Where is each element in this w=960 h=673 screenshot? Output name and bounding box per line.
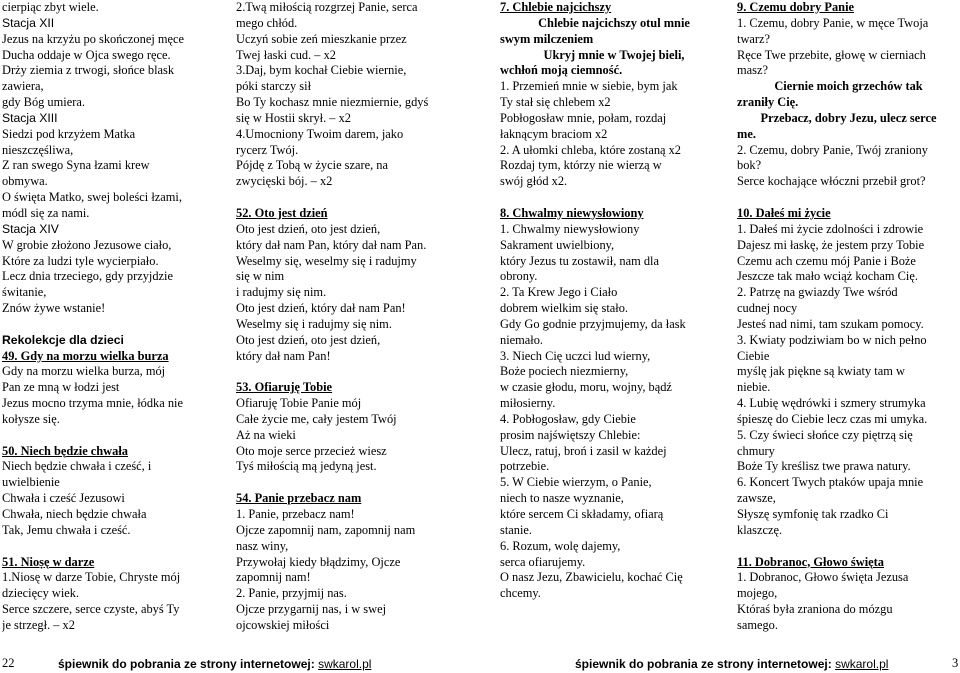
footer-link[interactable]: swkarol.pl [835, 657, 889, 671]
text-line: 3.Daj, bym kochał Ciebie wiernie, [236, 63, 407, 78]
text-line: Które za ludzi tyle wycierpiało. [2, 253, 159, 268]
text-line: Drży ziemia z trwogi, słońce blask [2, 63, 175, 78]
text-line: Pan ze mną w łodzi jest [2, 380, 120, 395]
text-line: Lecz dnia trzeciego, gdy przyjdzie [2, 269, 173, 284]
text-line: miłosierny. [500, 396, 556, 411]
line-spacer [737, 190, 960, 206]
text-line: 1. Dałeś mi życie zdolności i zdrowie [737, 221, 924, 236]
line-spacer [737, 539, 960, 555]
text-line: 1. Przemień mnie w siebie, bym jak [500, 79, 678, 94]
text-line: Stacja XII [2, 15, 55, 30]
footer-right [575, 656, 888, 672]
text-line: myślę jak piękne są kwiaty tam w [737, 364, 905, 379]
text-line: Oto jest dzień, oto jest dzień, [236, 332, 381, 347]
line-spacer [236, 475, 476, 491]
text-line: Serce szczere, serce czyste, abyś Ty [2, 602, 180, 617]
text-line: Boże Ty kreślisz twe prawa natury. [737, 459, 911, 474]
column-1 [2, 0, 227, 634]
text-line: rycerz Twój. [236, 142, 299, 157]
text-line: który Jezus tu zostawił, nam dla [500, 253, 659, 268]
text-line: Jeszcze tak mało wciąż kocham Cię. [737, 269, 918, 284]
text-line: Jesteś nad nimi, tam szukam pomocy. [737, 316, 924, 331]
text-line: 1. Dobranoc, Głowo święta Jezusa [737, 570, 909, 585]
text-line: Chlebie najcichszy otul mnie [538, 15, 690, 30]
text-line: chmury [737, 443, 775, 458]
text-line: bok? [737, 158, 762, 173]
text-line: się w nim [236, 269, 285, 284]
text-line: Stacja XIV [2, 221, 59, 236]
text-line: Jezus mocno trzyma mnie, łódka nie [2, 396, 183, 411]
text-line: 4. Lubię wędrówki i szmery strumyka [737, 396, 926, 411]
text-line: się w Hostii skrył. – x2 [236, 110, 351, 125]
text-line: uwielbienie [2, 475, 60, 490]
text-line: Czemu ach czemu mój Panie i Boże [737, 253, 916, 268]
text-line: ojcowskiej miłości [236, 617, 330, 632]
line-spacer [500, 190, 728, 206]
text-line: 3. Kwiaty podziwiam bo w nich pełno [737, 332, 927, 347]
song-title: 50. Niech będzie chwała [2, 443, 128, 458]
text-line: dobrem wielkim się stało. [500, 301, 629, 316]
text-line: póki starczy sił [236, 79, 312, 94]
text-line: Chwała, niech będzie chwała [2, 507, 147, 521]
text-line: świtanie, [2, 285, 47, 300]
text-line: nieszczęśliwa, [2, 142, 74, 157]
text-line: zapomnij nam! [236, 570, 311, 585]
text-line: mego chłód. [236, 15, 298, 30]
text-line: który dał nam Pan! [236, 348, 331, 363]
column-3 [500, 0, 728, 602]
song-title: 11. Dobranoc, Głowo święta [737, 554, 884, 569]
text-line: prosim najświętszy Chlebie: [500, 427, 641, 442]
line-spacer [2, 539, 227, 555]
song-title: 7. Chlebie najcichszy [500, 0, 612, 14]
text-line: 2. Czemu, dobry Panie, Twój zraniony [737, 142, 928, 157]
text-line: potrzebie. [500, 459, 550, 474]
text-line: zraniły Cię. [737, 95, 799, 110]
text-line: O nasz Jezu, Zbawicielu, kochać Cię [500, 570, 683, 585]
text-line: i radujmy się nim. [236, 285, 327, 300]
text-line: swym milczeniem [500, 31, 594, 46]
text-line: Oto moje serce przecież wiesz [236, 443, 387, 458]
text-line: Ty stał się chlebem x2 [500, 95, 611, 110]
text-line: które sercem Ci składamy, ofiarą [500, 507, 664, 521]
text-line: Ulecz, ratuj, broń i zasil w każdej [500, 443, 667, 458]
text-line: Weselmy się, weselmy się i radujmy [236, 253, 417, 268]
text-line: Ojcze przygarnij nas, i w swej [236, 602, 387, 617]
text-line: serca ofiarujemy. [500, 554, 586, 569]
text-line: klaszczę. [737, 522, 783, 537]
text-line: niemało. [500, 332, 544, 347]
text-line: Ciernie moich grzechów tak [774, 79, 923, 94]
text-line: Któraś była zraniona do mózgu [737, 602, 893, 617]
text-line: Ojcze zapomnij nam, zapomnij nam [236, 522, 416, 537]
footer-text: śpiewnik do pobrania ze strony internetowej: [58, 657, 315, 671]
text-line: módl się za nami. [2, 205, 90, 220]
text-line: Bo Ty kochasz mnie niezmiernie, gdyś [236, 95, 429, 110]
text-line: dziecięcy wiek. [2, 586, 80, 601]
text-line: O święta Matko, swej boleści łzami, [2, 190, 182, 205]
text-line: Gdy Go godnie przyjmujemy, da łask [500, 316, 686, 331]
text-line: Pójdę z Tobą w życie szare, na [236, 158, 389, 173]
text-line: Przywołaj kiedy błądzimy, Ojcze [236, 554, 401, 569]
text-line: 1. Czemu, dobry Panie, w męce Twoja [737, 15, 929, 30]
column-4 [737, 0, 960, 634]
song-title: 52. Oto jest dzień [236, 205, 328, 220]
text-line: 1. Chwalmy niewysłowiony [500, 221, 640, 236]
text-line: Pobłogosław mnie, połam, rozdaj [500, 110, 667, 125]
text-line: Serce kochające włóczni przebił grot? [737, 174, 926, 189]
text-line: Aż na wieki [236, 427, 296, 442]
text-line: Sakrament uwielbiony, [500, 237, 615, 252]
text-line: me. [737, 126, 756, 141]
text-line: łaknącym braciom x2 [500, 126, 608, 141]
text-line: Chwała i cześć Jezusowi [2, 491, 125, 506]
text-line: Ofiaruję Tobie Panie mój [236, 396, 362, 411]
text-line: Przebacz, dobry Jezu, ulecz serce [760, 110, 937, 125]
text-line: Dajesz mi łaskę, że jestem przy Tobie [737, 237, 925, 252]
text-line: Rekolekcje dla dzieci [2, 332, 124, 347]
text-line: 3. Niech Cię uczci lud wierny, [500, 348, 651, 363]
text-line: Oto jest dzień, który dał nam Pan! [236, 301, 406, 316]
text-line: 2. Ta Krew Jego i Ciało [500, 285, 618, 300]
text-line: zawsze, [737, 491, 776, 506]
text-line: 1.Niosę w darze Tobie, Chryste mój [2, 570, 181, 585]
text-line: niech to nasze wyznanie, [500, 491, 624, 506]
text-line: 2.Twą miłością rozgrzej Panie, serca [236, 0, 418, 14]
text-line: obmywa. [2, 174, 48, 189]
text-line: Tak, Jemu chwała i cześć. [2, 522, 131, 537]
text-line: Tyś miłością mą jedyną jest. [236, 459, 377, 474]
text-line: Boże pociech niezmierny, [500, 364, 629, 379]
text-line: Jezus na krzyżu po skończonej męce [2, 31, 184, 46]
text-line: 6. Rozum, wolę dajemy, [500, 538, 621, 553]
text-line: niebie. [737, 380, 771, 395]
text-line: 6. Koncert Twych ptaków upaja mnie [737, 475, 924, 490]
text-line: Ducha oddaje w Ojca swego ręce. [2, 47, 171, 62]
text-line: mojego, [737, 586, 778, 601]
text-line: swój głód x2. [500, 174, 568, 189]
text-line: w czasie głodu, moru, wojny, bądź [500, 380, 672, 395]
footer-text: śpiewnik do pobrania ze strony internetowej: [575, 657, 832, 671]
text-line: 2. A ułomki chleba, które zostaną x2 [500, 142, 682, 157]
text-line: 5. W Ciebie wierzym, o Panie, [500, 475, 652, 490]
text-line: Całe życie me, cały jestem Twój [236, 411, 397, 426]
text-line: Stacja XIII [2, 110, 58, 125]
text-line: chcemy. [500, 586, 541, 601]
text-line: nasz winy, [236, 538, 289, 553]
line-spacer [236, 190, 476, 206]
text-line: zawiera, [2, 79, 44, 94]
text-line: cierpiąc zbyt wiele. [2, 0, 99, 14]
line-spacer [236, 364, 476, 380]
footer-left [58, 656, 371, 672]
text-line: je strzegł. – x2 [2, 617, 75, 632]
song-title: 10. Dałeś mi życie [737, 205, 831, 220]
text-line: 2. Panie, przyjmij nas. [236, 586, 347, 601]
text-line: Uczyń sobie zeń mieszkanie przez [236, 31, 407, 46]
text-line: Z ran swego Syna łzami krew [2, 158, 150, 173]
column-2 [236, 0, 476, 634]
text-line: Ciebie [737, 348, 770, 363]
text-line: Ręce Twe przebite, głowę w cierniach [737, 47, 926, 62]
text-line: Niech będzie chwała i cześć, i [2, 459, 152, 474]
text-line: Znów żywe wstanie! [2, 301, 106, 316]
line-spacer [2, 428, 227, 444]
text-line: cudnej nocy [737, 301, 798, 316]
song-title: 53. Ofiaruję Tobie [236, 380, 333, 395]
text-line: 5. Czy świeci słońce czy piętrzą się [737, 427, 913, 442]
text-line: 1. Panie, przebacz nam! [236, 507, 355, 521]
text-line: Weselmy się i radujmy się nim. [236, 316, 392, 331]
text-line: Ukryj mnie w Twojej bieli, [543, 47, 685, 62]
song-title: 49. Gdy na morzu wielka burza [2, 348, 169, 363]
text-line: kołysze się. [2, 411, 60, 426]
text-line: Twej łaski cud. – x2 [236, 47, 336, 62]
footer-link[interactable]: swkarol.pl [318, 657, 372, 671]
text-line: samego. [737, 617, 778, 632]
text-line: gdy Bóg umiera. [2, 95, 85, 110]
page-number-left: 22 [2, 656, 15, 670]
text-line: obrony. [500, 269, 538, 284]
text-line: masz? [737, 63, 768, 78]
text-line: Gdy na morzu wielka burza, mój [2, 364, 166, 379]
text-line: 4.Umocniony Twoim darem, jako [236, 126, 404, 141]
song-title: 54. Panie przebacz nam [236, 491, 362, 506]
text-line: który dał nam Pan, który dał nam Pan. [236, 237, 427, 252]
text-line: W grobie złożono Jezusowe ciało, [2, 237, 172, 252]
text-line: 4. Pobłogosław, gdy Ciebie [500, 411, 636, 426]
text-line: 2. Patrzę na gwiazdy Twe wśród [737, 285, 898, 300]
text-line: wchłoń moją ciemność. [500, 63, 623, 78]
text-line: śpieszę do Ciebie lecz czas mi umyka. [737, 411, 928, 426]
text-line: Oto jest dzień, oto jest dzień, [236, 221, 381, 236]
text-line: stanie. [500, 522, 532, 537]
song-title: 9. Czemu dobry Panie [737, 0, 855, 14]
text-line: zwycięski bój. – x2 [236, 174, 333, 189]
page-number-right: 3 [952, 656, 959, 670]
song-title: 8. Chwalmy niewysłowiony [500, 205, 644, 220]
text-line: Rozdaj tym, którzy nie wierzą w [500, 158, 662, 173]
text-line: twarz? [737, 31, 771, 46]
line-spacer [2, 317, 227, 333]
song-title: 51. Nioṣę w darze [2, 554, 95, 569]
text-line: Siedzi pod krzyżem Matka [2, 126, 136, 141]
text-line: Słyszę symfonię tak rzadko Ci [737, 507, 889, 521]
